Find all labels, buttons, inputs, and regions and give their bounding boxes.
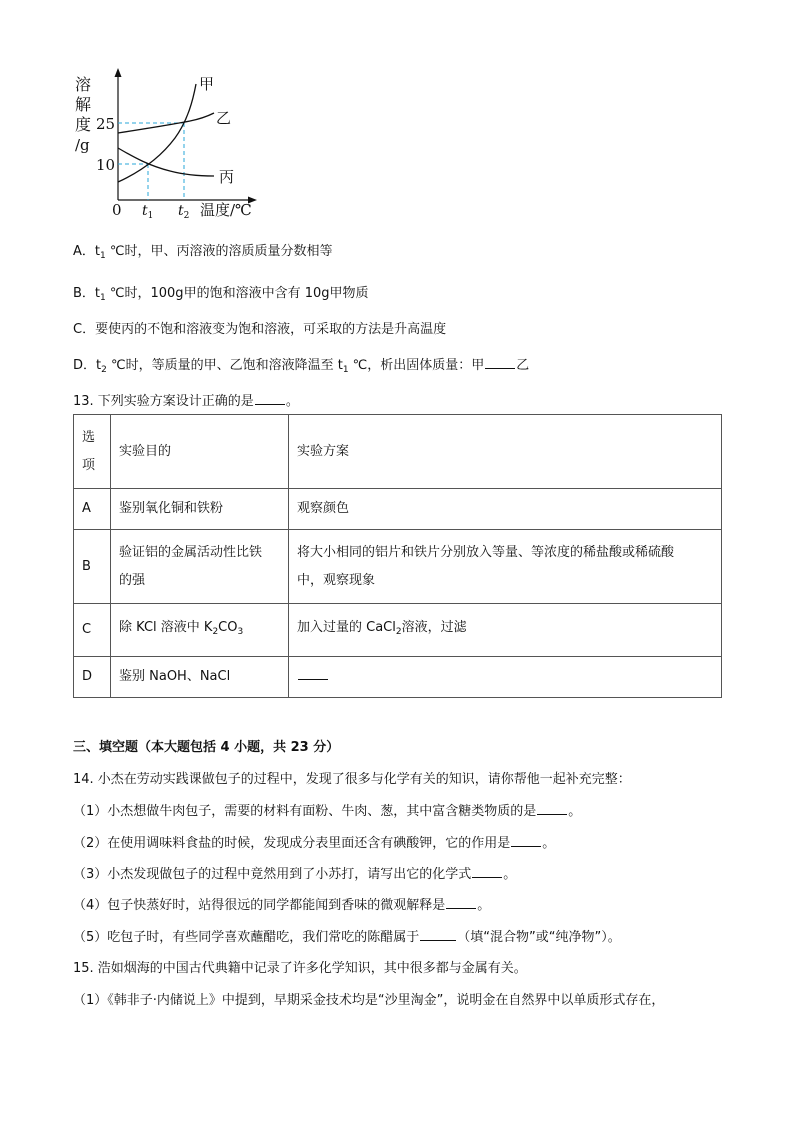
y-tick-10: 10	[96, 156, 116, 174]
x-axis-label: 温度/℃	[200, 201, 252, 219]
q14-item-text: （1）小杰想做牛肉包子，需要的材料有面粉、牛肉、葱，其中富含糖类物质的是	[73, 804, 537, 819]
series-label-bing: 丙	[219, 168, 235, 186]
answer-blank[interactable]	[537, 802, 567, 815]
header-plan-text: 实验方案	[297, 443, 350, 459]
option-d	[73, 354, 529, 375]
option-a-prefix: A．t	[73, 244, 100, 259]
row-goal-line2: 的强	[119, 572, 146, 588]
q13-stem	[73, 390, 299, 409]
q15-item-1: （1）《韩非子·内储说上》中提到，早期采金技术均是“沙里淘金”，说明金在自然界中以单质形式存在，	[73, 993, 665, 1008]
answer-blank[interactable]	[472, 865, 502, 878]
q14-item-text: （3）小杰发现做包子的过程中竟然用到了小苏打，请写出它的化学式	[73, 867, 472, 882]
row-goal-sub1: 2	[212, 627, 219, 637]
answer-blank[interactable]	[446, 896, 476, 909]
row-plan	[289, 604, 722, 657]
q14-item-2	[73, 832, 555, 851]
x-tick-t2: $t_2$	[178, 203, 190, 221]
option-d-sub: 2	[101, 365, 107, 375]
row-option: A	[74, 489, 111, 530]
y-tick-25: 25	[96, 115, 116, 133]
ylabel-char-2: 解	[75, 95, 92, 114]
curve-bing	[118, 148, 214, 176]
header-option-b: 项	[82, 457, 96, 473]
option-d-mid: ℃时，等质量的甲、乙饱和溶液降温至 t	[106, 358, 343, 373]
q15-stem: 15. 浩如烟海的中国古代典籍中记录了许多化学知识，其中很多都与金属有关。	[73, 961, 527, 976]
ylabel-char-3: 度	[75, 115, 92, 134]
series-label-yi: 乙	[216, 109, 232, 127]
answer-blank[interactable]	[420, 928, 456, 941]
table-row	[74, 530, 722, 604]
option-d-end: 乙	[516, 358, 530, 373]
row-option: B	[74, 530, 111, 604]
q14-item-end: 。	[477, 898, 491, 913]
q14-item-text: （4）包子快蒸好时，站得很远的同学都能闻到香味的微观解释是	[73, 898, 446, 913]
q14-item-end: （填“混合物”或“纯净物”）。	[457, 930, 621, 945]
option-b-text: ℃时，100g甲的饱和溶液中含有 10g甲物质	[105, 286, 369, 301]
q14-item-5	[73, 926, 621, 945]
row-goal-b: CO	[218, 620, 238, 635]
option-c-text: C．要使丙的不饱和溶液变为饱和溶液，可采取的方法是升高温度	[73, 322, 447, 337]
answer-blank[interactable]	[298, 667, 328, 680]
option-b	[73, 282, 369, 303]
q14-item-end: 。	[542, 836, 556, 851]
experiment-table	[73, 414, 722, 698]
q14-item-end: 。	[568, 804, 582, 819]
row-goal: 鉴别氧化铜和铁粉	[111, 489, 289, 530]
row-plan: 观察颜色	[289, 489, 722, 530]
row-goal-a: 除 KCl 溶液中 K	[119, 620, 213, 635]
q13-stem-text: 13. 下列实验方案设计正确的是	[73, 394, 254, 409]
q14-item-3	[73, 863, 516, 882]
row-plan	[289, 657, 722, 698]
ylabel-char-4: /g	[75, 136, 90, 154]
q14-item-text: （2）在使用调味料食盐的时候，发现成分表里面还含有碘酸钾，它的作用是	[73, 836, 511, 851]
option-b-prefix: B．t	[73, 286, 101, 301]
option-d-sub2: 1	[342, 365, 349, 375]
row-goal: 鉴别 NaOH、NaCl	[111, 657, 289, 698]
row-plan-sub: 2	[395, 627, 402, 637]
option-a	[73, 240, 332, 261]
row-goal-line1: 验证铝的金属活动性比铁	[119, 544, 263, 560]
row-plan-b: 溶液，过滤	[401, 620, 467, 635]
row-plan	[289, 530, 722, 604]
row-plan-a: 加入过量的 CaCl	[297, 620, 396, 635]
x-tick-0: 0	[112, 201, 122, 219]
q14-stem: 14. 小杰在劳动实践课做包子的过程中，发现了很多与化学有关的知识，请你帮他一起补充完整：	[73, 772, 631, 787]
header-option-a: 选	[82, 429, 96, 445]
option-b-sub: 1	[100, 293, 106, 303]
solubility-chart	[0, 0, 794, 230]
q14-item-4	[73, 894, 490, 913]
ylabel-char-1: 溶	[75, 75, 92, 94]
option-a-text: ℃时，甲、丙溶液的溶质质量分数相等	[105, 244, 333, 259]
option-a-sub: 1	[100, 251, 106, 261]
option-d-text: ℃，析出固体质量：甲	[348, 358, 485, 373]
row-option: D	[74, 657, 111, 698]
header-plan	[289, 415, 722, 489]
q14-item-end: 。	[503, 867, 517, 882]
x-tick-t1: $t_1$	[142, 203, 154, 221]
option-c	[73, 318, 446, 337]
row-goal-sub2: 3	[237, 627, 244, 637]
row-plan-line1: 将大小相同的铝片和铁片分别放入等量、等浓度的稀盐酸或稀硫酸	[297, 544, 675, 560]
header-goal	[111, 415, 289, 489]
table-header-row	[74, 415, 722, 489]
row-goal	[111, 530, 289, 604]
section-heading: 三、填空题（本大题包括 4 小题，共 23 分）	[73, 740, 340, 755]
table-row	[74, 489, 722, 530]
answer-blank[interactable]	[485, 356, 515, 369]
header-goal-text: 实验目的	[119, 443, 172, 459]
row-option: C	[74, 604, 111, 657]
table-row	[74, 604, 722, 657]
answer-blank[interactable]	[255, 392, 285, 405]
answer-blank[interactable]	[511, 834, 541, 847]
q13-stem-end: 。	[285, 394, 299, 409]
option-d-prefix: D．t	[73, 358, 102, 373]
row-goal	[111, 604, 289, 657]
table-row	[74, 657, 722, 698]
series-label-jia: 甲	[199, 75, 215, 93]
row-plan-line2: 中，观察现象	[297, 572, 376, 588]
y-axis-arrow	[115, 68, 122, 77]
q14-item-1	[73, 800, 581, 819]
q14-item-text: （5）吃包子时，有些同学喜欢蘸醋吃，我们常吃的陈醋属于	[73, 930, 420, 945]
header-option	[74, 415, 111, 489]
